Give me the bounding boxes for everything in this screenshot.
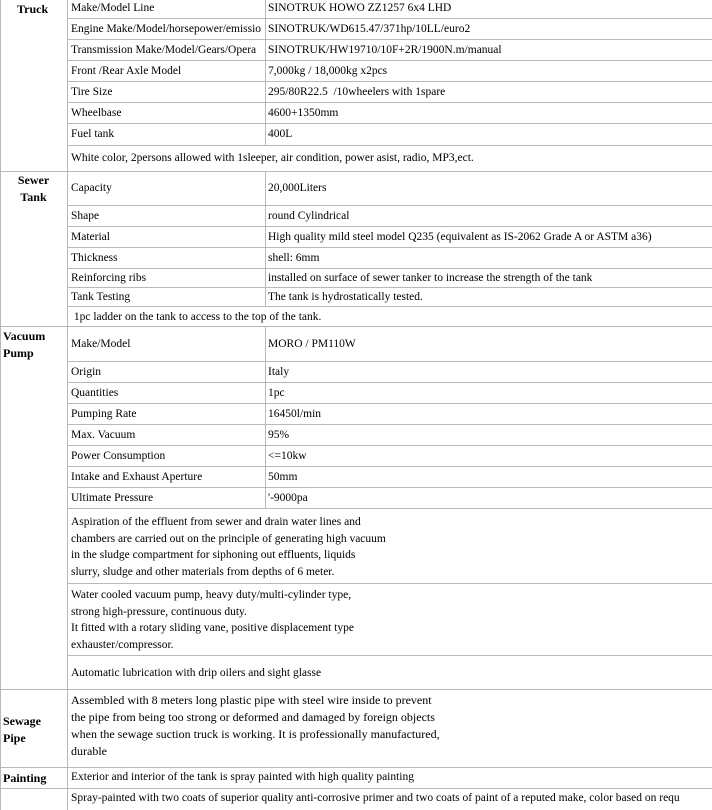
pump-note-lubrication: Automatic lubrication with drip oilers and sight glasse — [71, 667, 322, 679]
pump-row-label: Intake and Exhaust Aperture — [71, 471, 203, 483]
pump-row-label: Power Consumption — [71, 450, 166, 462]
para-line: durable — [71, 744, 107, 758]
truck-row-label: Tire Size — [71, 86, 113, 98]
para-line: Aspiration of the effluent from sewer and drain water lines and — [71, 516, 361, 528]
pump-row-label: Quantities — [71, 387, 119, 399]
truck-row-value: 400L — [268, 128, 293, 140]
truck-row-label: Make/Model Line — [71, 2, 155, 14]
para-line: chambers are carried out on the principle of generating high vacuum — [71, 532, 386, 545]
tank-row-label: Material — [71, 231, 110, 243]
truck-row-value: SINOTRUK/HW19710/10F+2R/1900N.m/manual — [268, 44, 502, 56]
pump-row-label: Make/Model — [71, 338, 131, 350]
pump-row-value: 50mm — [268, 471, 298, 483]
truck-row-label: Front /Rear Axle Model — [71, 65, 182, 77]
truck-note: White color, 2persons allowed with 1sleeper, air condition, power asist, radio, MP3,ect. — [71, 152, 474, 164]
tank-row-value: 20,000Liters — [268, 182, 327, 194]
painting-line-1: Exterior and interior of the tank is spray painted with high quality painting — [71, 771, 415, 783]
para-line: when the sewage suction truck is working. It is professionally manufactured, — [71, 727, 440, 741]
pump-note-aspiration — [71, 514, 386, 580]
truck-row-value: 295/80R22.5 /10wheelers with 1spare — [268, 86, 446, 98]
tank-row-value: shell: 6mm — [268, 252, 320, 264]
para-line: Assembled with 8 meters long plastic pipe with steel wire inside to prevent — [71, 693, 432, 707]
para-line: slurry, sludge and other materials from depths of 6 meter. — [71, 565, 335, 578]
tank-row-label: Reinforcing ribs — [71, 272, 147, 284]
section-vacuum-pump-line2: Pump — [3, 346, 34, 360]
pump-row-value: 95% — [268, 429, 290, 441]
pump-row-value: 1pc — [268, 387, 285, 399]
para-line: It fitted with a rotary sliding vane, positive displacement type — [71, 622, 354, 634]
pump-row-value: 16450l/min — [268, 408, 322, 420]
pump-row-value: '-9000pa — [268, 492, 308, 504]
truck-row-label: Transmission Make/Model/Gears/Opera — [71, 44, 257, 56]
truck-row-value: 4600+1350mm — [268, 107, 339, 119]
pump-row-value: MORO / PM110W — [268, 338, 356, 350]
pump-row-label: Pumping Rate — [71, 408, 137, 420]
section-vacuum-pump-line1: Vacuum — [3, 329, 46, 343]
tank-row-value: installed on surface of sewer tanker to increase the strength of the tank — [268, 272, 593, 284]
tank-row-label: Tank Testing — [71, 291, 131, 303]
para-line: Water cooled vacuum pump, heavy duty/multi-cylinder type, — [71, 589, 352, 601]
pump-row-value: Italy — [268, 366, 290, 378]
pump-row-label: Max. Vacuum — [71, 429, 136, 441]
section-painting-title: Painting — [3, 771, 47, 785]
sewage-pipe-text — [71, 692, 440, 760]
painting-line-2: Spray-painted with two coats of superior quality anti-corrosive primer and two coats of paint of a reputed make, color based on requ — [71, 792, 680, 804]
truck-row-label: Engine Make/Model/horsepower/emissio — [71, 23, 262, 35]
section-sewer-tank-line1: Sewer — [17, 173, 50, 187]
pump-row-label: Origin — [71, 366, 102, 378]
tank-row-value: round Cylindrical — [268, 210, 350, 222]
section-sewer-tank-title — [0, 172, 67, 206]
section-sewage-pipe-line2: Pipe — [3, 731, 26, 745]
section-sewer-tank-line2: Tank — [20, 190, 47, 204]
truck-row-label: Fuel tank — [71, 128, 115, 140]
pump-row-label: Ultimate Pressure — [71, 492, 154, 504]
tank-row-value: High quality mild steel model Q235 (equivalent as IS-2062 Grade A or ASTM a36) — [268, 231, 652, 243]
truck-row-label: Wheelbase — [71, 107, 122, 119]
tank-row-label: Shape — [71, 210, 100, 222]
tank-row-value: The tank is hydrostatically tested. — [268, 291, 423, 303]
tank-row-label: Capacity — [71, 182, 112, 194]
para-line: in the sludge compartment for siphoning out effluents, liquids — [71, 549, 356, 561]
pump-note-cooling — [71, 587, 354, 653]
pump-row-value: <=10kw — [268, 450, 307, 462]
para-line: the pipe from being too strong or deformed and damaged by foreign objects — [71, 710, 435, 724]
tank-row-label: Thickness — [71, 252, 118, 264]
truck-row-value: SINOTRUK HOWO ZZ1257 6x4 LHD — [268, 2, 452, 14]
section-vacuum-pump-title — [3, 328, 45, 362]
section-sewage-pipe-line1: Sewage — [3, 714, 41, 728]
para-line: strong high-pressure, continuous duty. — [71, 605, 247, 618]
truck-row-value: SINOTRUK/WD615.47/371hp/10LL/euro2 — [268, 23, 471, 35]
truck-row-value: 7,000kg / 18,000kg x2pcs — [268, 65, 388, 77]
section-sewage-pipe-title — [3, 713, 41, 747]
tank-note: 1pc ladder on the tank to access to the top of the tank. — [71, 311, 322, 323]
para-line: exhauster/compressor. — [71, 638, 174, 651]
section-truck-title: Truck — [17, 2, 49, 16]
